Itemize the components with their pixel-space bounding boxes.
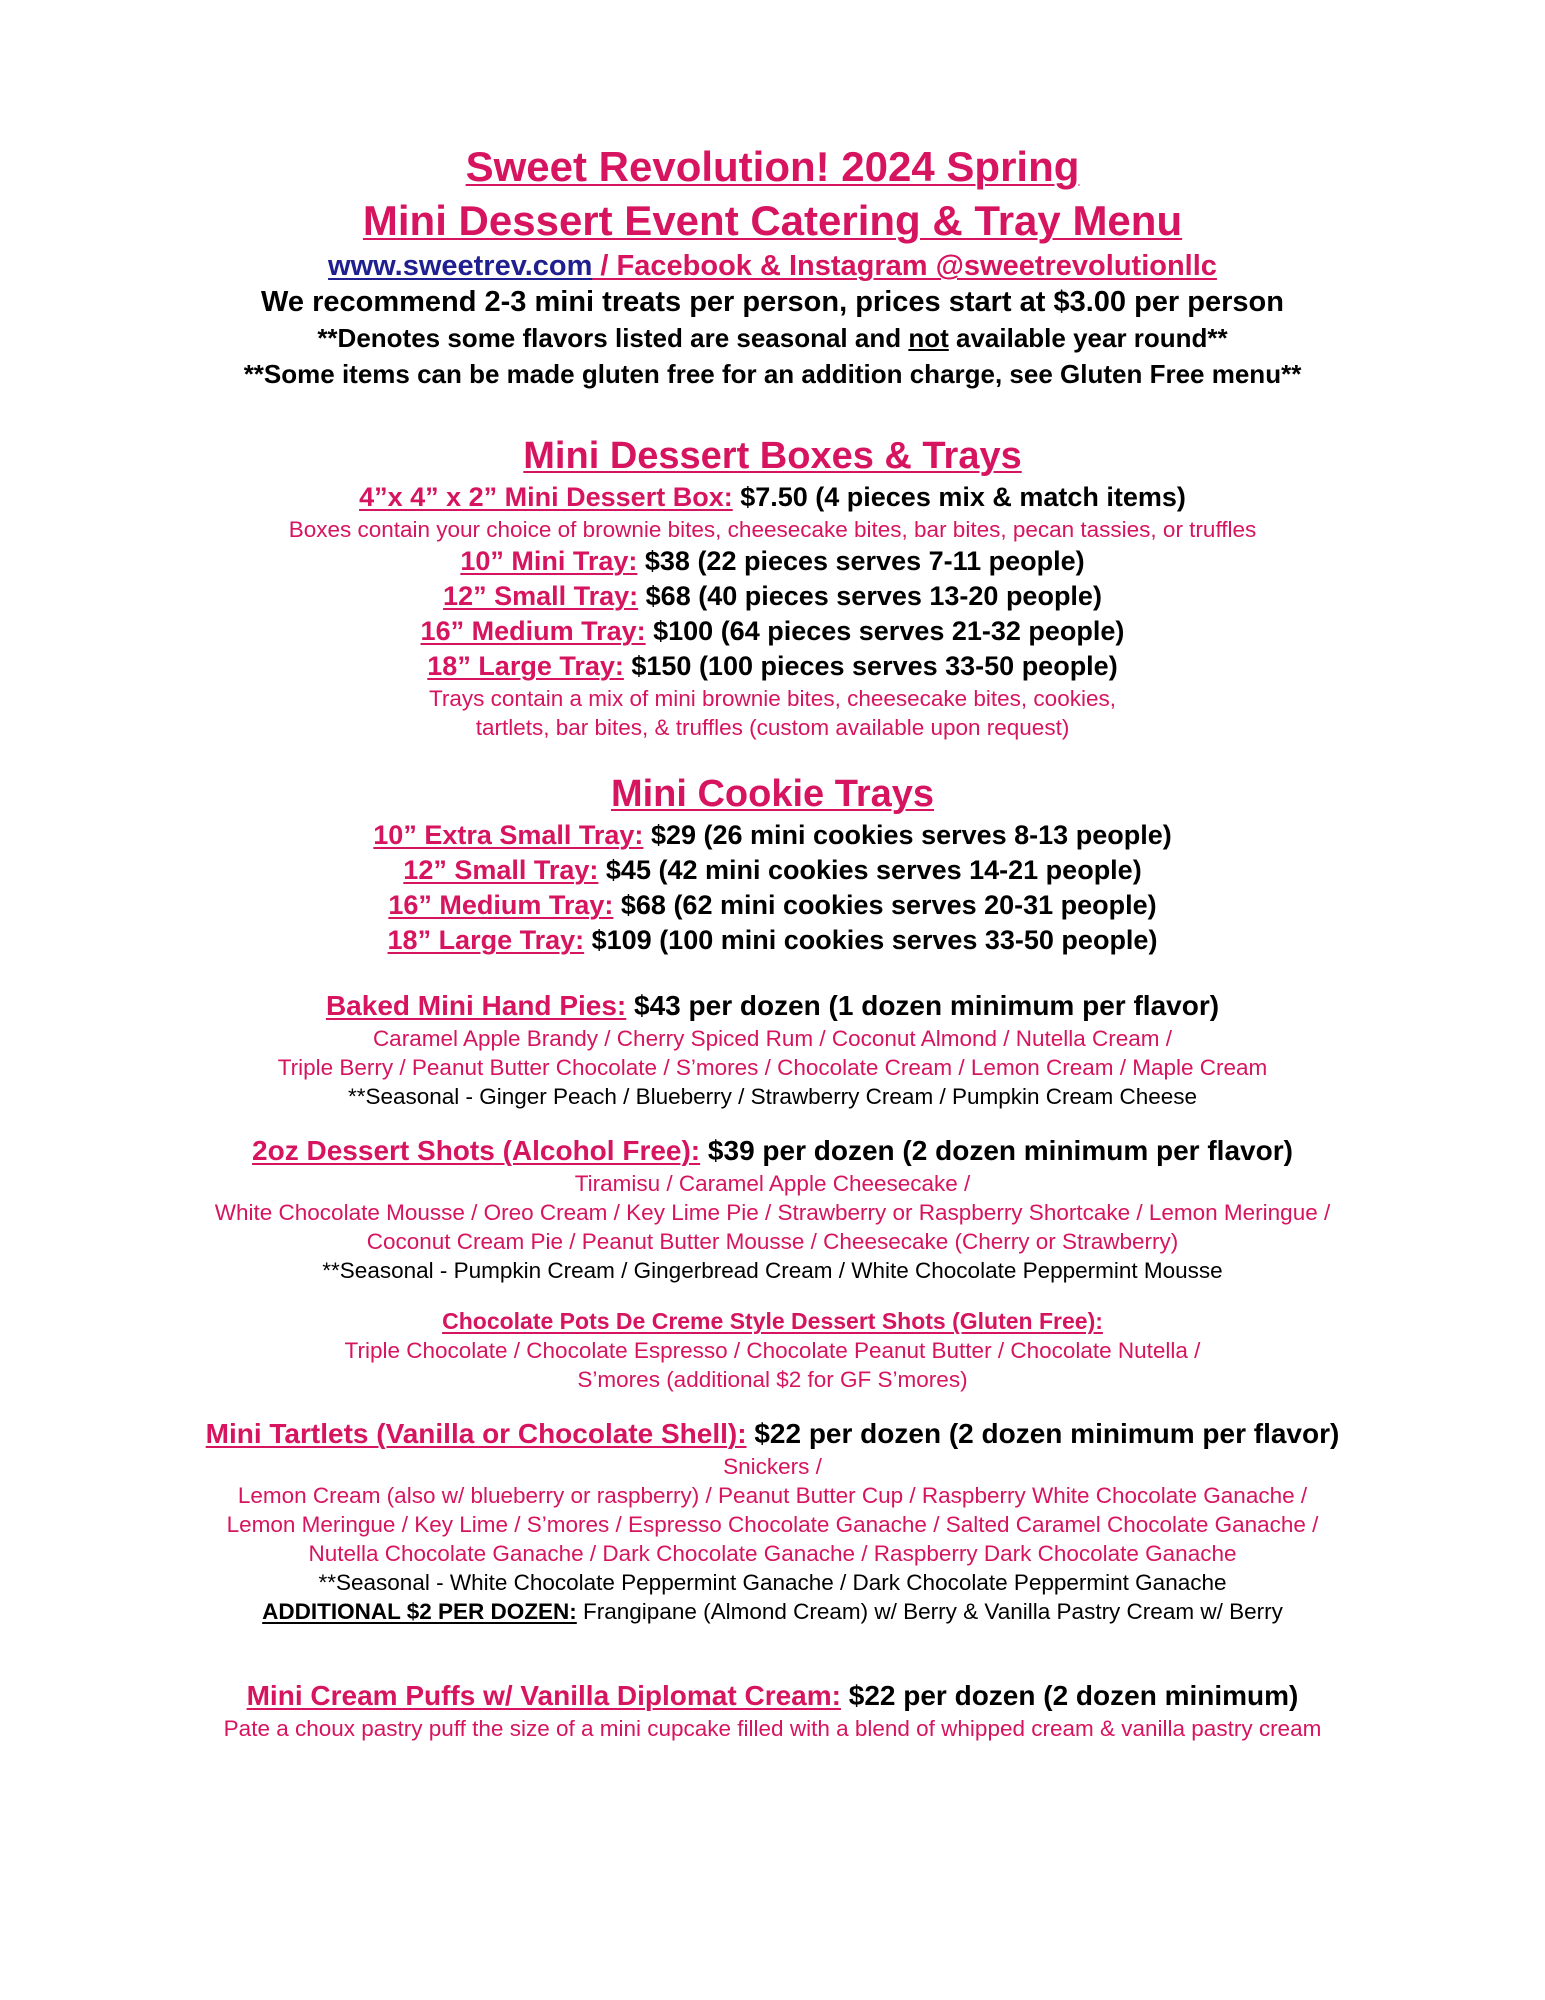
hand-pies-flavors-2: Triple Berry / Peanut Butter Chocolate / S’mores / Chocolate Cream / Lemon Cream / Maple Cream xyxy=(277,1055,1268,1080)
tray-row: 10” Mini Tray: $38 (22 pieces serves 7-11 people) xyxy=(460,546,1085,576)
pots-de-creme-flavors-2: S’mores (additional $2 for GF S’mores) xyxy=(577,1367,968,1392)
cream-puffs-heading: Mini Cream Puffs w/ Vanilla Diplomat Cream: $22 per dozen (2 dozen minimum) xyxy=(246,1680,1299,1711)
dessert-shots-heading: 2oz Dessert Shots (Alcohol Free): $39 per dozen (2 dozen minimum per flavor) xyxy=(252,1135,1293,1166)
box-label: 4”x 4” x 2” Mini Dessert Box: xyxy=(359,482,733,512)
tray-row: 12” Small Tray: $68 (40 pieces serves 13-20 people) xyxy=(443,581,1102,611)
tartlets-additional-label: ADDITIONAL $2 PER DOZEN: xyxy=(262,1599,577,1624)
dessert-shots-seasonal: **Seasonal - Pumpkin Cream / Gingerbread Cream / White Chocolate Peppermint Mousse xyxy=(322,1258,1223,1283)
cookie-tray-row: 16” Medium Tray: $68 (62 mini cookies serves 20-31 people) xyxy=(388,890,1157,920)
cookie-tray-row: 10” Extra Small Tray: $29 (26 mini cookies serves 8-13 people) xyxy=(373,820,1172,850)
hand-pies-seasonal: **Seasonal - Ginger Peach / Blueberry / Strawberry Cream / Pumpkin Cream Cheese xyxy=(347,1084,1198,1109)
page-title-line2: Mini Dessert Event Catering & Tray Menu xyxy=(362,197,1183,244)
dessert-shots-flavors-3: Coconut Cream Pie / Peanut Butter Mousse / Cheesecake (Cherry or Strawberry) xyxy=(366,1229,1179,1254)
tray-note-line1: Trays contain a mix of mini brownie bites, cheesecake bites, cookies, xyxy=(429,686,1116,711)
page-title-line1: Sweet Revolution! 2024 Spring xyxy=(465,143,1080,190)
recommendation-text: We recommend 2-3 mini treats per person, prices start at $3.00 per person xyxy=(261,286,1284,318)
tray-row: 18” Large Tray: $150 (100 pieces serves 33-50 people) xyxy=(427,651,1118,681)
tartlets-flavors-4: Nutella Chocolate Ganache / Dark Chocolate Ganache / Raspberry Dark Chocolate Ganache xyxy=(308,1541,1237,1566)
website-link[interactable]: www.sweetrev.com xyxy=(328,250,593,282)
box-row xyxy=(0,480,1545,515)
tartlets-flavors-1: Snickers / xyxy=(723,1454,822,1479)
hand-pies-flavors-1: Caramel Apple Brandy / Cherry Spiced Rum / Coconut Almond / Nutella Cream / xyxy=(372,1026,1173,1051)
web-social-line xyxy=(0,248,1545,284)
social-handles[interactable]: / Facebook & Instagram @sweetrevolutionllc xyxy=(592,250,1217,282)
gluten-note: **Some items can be made gluten free for an addition charge, see Gluten Free menu** xyxy=(243,359,1302,389)
box-note: Boxes contain your choice of brownie bites, cheesecake bites, bar bites, pecan tassies, or truffles xyxy=(288,517,1257,542)
cookie-tray-row: 12” Small Tray: $45 (42 mini cookies serves 14-21 people) xyxy=(403,855,1142,885)
tartlets-flavors-3: Lemon Meringue / Key Lime / S’mores / Espresso Chocolate Ganache / Salted Caramel Chocolate Ganache / xyxy=(226,1512,1319,1537)
section-title-boxes-trays: Mini Dessert Boxes & Trays xyxy=(523,435,1022,477)
cream-puffs-description: Pate a choux pastry puff the size of a mini cupcake filled with a blend of whipped cream & vanilla pastry cream xyxy=(223,1716,1322,1741)
tartlets-flavors-2: Lemon Cream (also w/ blueberry or raspberry) / Peanut Butter Cup / Raspberry White Chocolate Ganache / xyxy=(237,1483,1308,1508)
tartlets-heading: Mini Tartlets (Vanilla or Chocolate Shell): $22 per dozen (2 dozen minimum per flavor) xyxy=(205,1418,1340,1449)
pots-de-creme-heading: Chocolate Pots De Creme Style Dessert Shots (Gluten Free): xyxy=(442,1308,1103,1334)
section-title-cookie-trays: Mini Cookie Trays xyxy=(610,773,935,815)
menu-page xyxy=(0,140,1545,1743)
tray-row: 16” Medium Tray: $100 (64 pieces serves 21-32 people) xyxy=(420,616,1125,646)
dessert-shots-flavors-1: Tiramisu / Caramel Apple Cheesecake / xyxy=(574,1171,971,1196)
tartlets-additional: ADDITIONAL $2 PER DOZEN: Frangipane (Almond Cream) w/ Berry & Vanilla Pastry Cream w/ Berry xyxy=(262,1599,1283,1624)
cookie-tray-row: 18” Large Tray: $109 (100 mini cookies serves 33-50 people) xyxy=(387,925,1158,955)
hand-pies-heading: Baked Mini Hand Pies: $43 per dozen (1 dozen minimum per flavor) xyxy=(325,990,1220,1021)
seasonal-note-not: not xyxy=(908,323,949,353)
tartlets-seasonal: **Seasonal - White Chocolate Peppermint Ganache / Dark Chocolate Peppermint Ganache xyxy=(318,1570,1227,1595)
box-detail: $7.50 (4 pieces mix & match items) xyxy=(732,482,1186,512)
dessert-shots-flavors-2: White Chocolate Mousse / Oreo Cream / Key Lime Pie / Strawberry or Raspberry Shortcake / Lemon Meringue / xyxy=(214,1200,1331,1225)
pots-de-creme-flavors-1: Triple Chocolate / Chocolate Espresso / Chocolate Peanut Butter / Chocolate Nutella / xyxy=(344,1338,1201,1363)
seasonal-note: **Denotes some flavors listed are seasonal and not available year round** xyxy=(317,323,1228,353)
tray-note-line2: tartlets, bar bites, & truffles (custom available upon request) xyxy=(475,715,1070,740)
